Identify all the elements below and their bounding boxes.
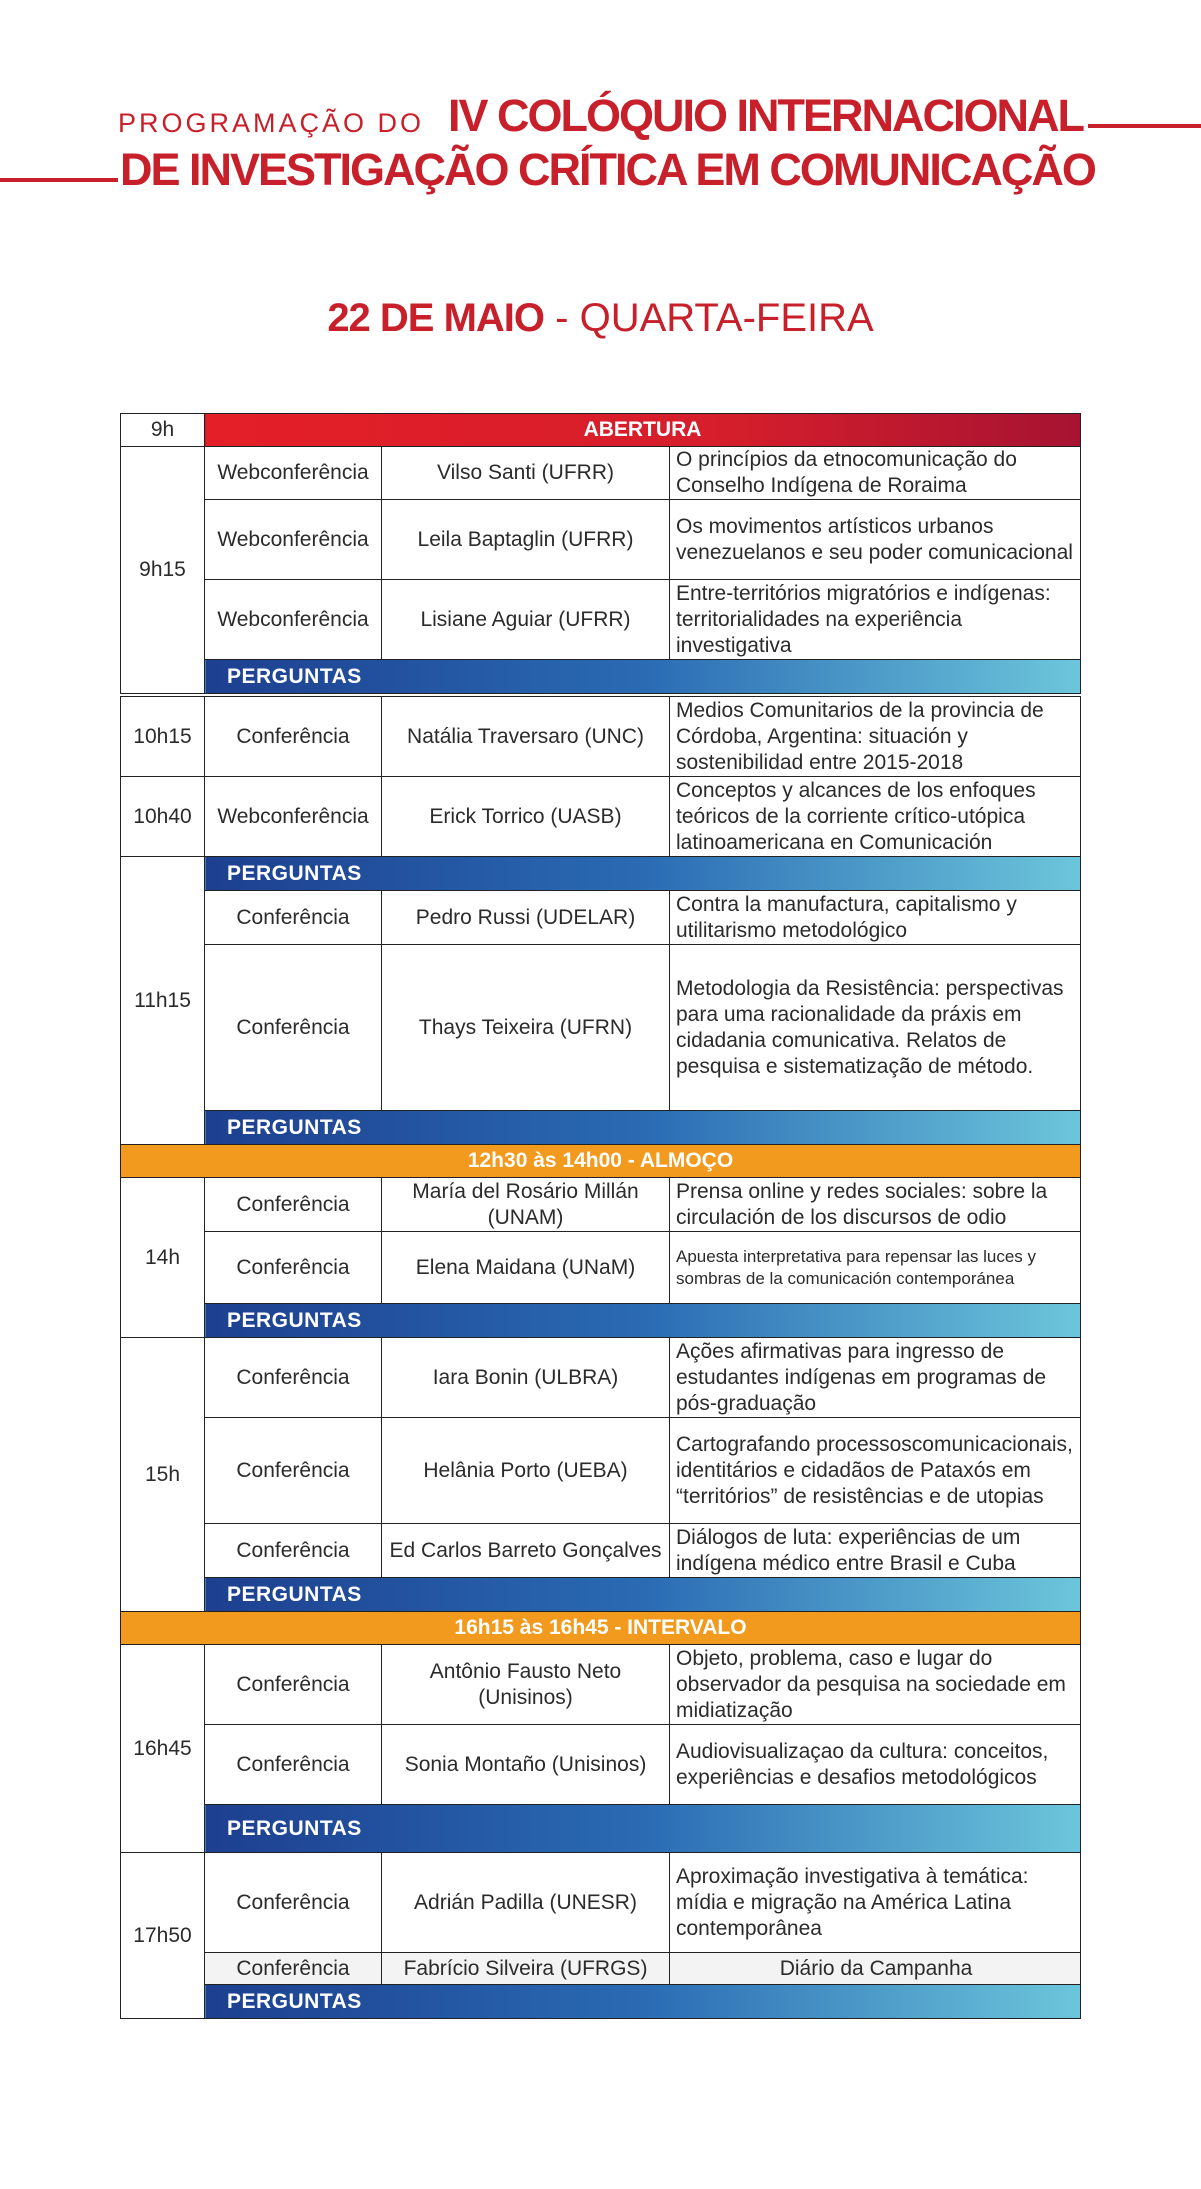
talk-title: Conceptos y alcances de los enfoques teóricos de la corriente crítico-utópica latinoamericana en Comunicación — [670, 777, 1081, 857]
talk-title: Entre-territórios migratórios e indígenas: territorialidades na experiência investigativa — [670, 580, 1081, 660]
talk-title: Medios Comunitarios de la provincia de Córdoba, Argentina: situación y sostenibilidad entre 2015-2018 — [670, 697, 1081, 777]
session-row — [121, 1178, 1081, 1232]
session-type: Conferência — [205, 1953, 382, 1985]
talk-title: Objeto, problema, caso e lugar do observador da pesquisa na sociedade em midiatização — [670, 1645, 1081, 1725]
session-row — [121, 447, 1081, 500]
speaker: Iara Bonin (ULBRA) — [382, 1338, 670, 1418]
talk-title: Metodologia da Resistência: perspectivas para uma racionalidade da práxis em cidadania comunicativa. Relatos de pesquisa e sistematização de método. — [670, 945, 1081, 1111]
session-type: Conferência — [205, 945, 382, 1111]
session-row — [121, 1232, 1081, 1304]
session-row — [121, 697, 1081, 777]
speaker: Adrián Padilla (UNESR) — [382, 1853, 670, 1953]
questions-label: PERGUNTAS — [227, 861, 362, 885]
questions-label: PERGUNTAS — [227, 1816, 362, 1840]
lunch-band — [121, 1145, 1081, 1178]
questions-label: PERGUNTAS — [227, 1582, 362, 1606]
header-rule-right — [1088, 124, 1201, 128]
session-type: Webconferência — [205, 447, 382, 500]
session-type: Conferência — [205, 1178, 382, 1232]
session-type: Webconferência — [205, 580, 382, 660]
program-label: PROGRAMAÇÃO DO — [118, 108, 425, 138]
speaker: Leila Baptaglin (UFRR) — [382, 500, 670, 580]
session-type: Conferência — [205, 1418, 382, 1524]
opening-band — [205, 414, 1081, 447]
time-cell: 14h — [121, 1178, 205, 1338]
questions-band — [205, 660, 1081, 694]
session-row — [121, 1418, 1081, 1524]
schedule-table — [120, 413, 1081, 2019]
talk-title: Ações afirmativas para ingresso de estudantes indígenas em programas de pós-graduação — [670, 1338, 1081, 1418]
session-row — [121, 1853, 1081, 1953]
session-type: Conferência — [205, 1725, 382, 1805]
time-cell: 10h40 — [121, 777, 205, 857]
questions-row — [121, 1985, 1081, 2019]
speaker: Lisiane Aguiar (UFRR) — [382, 580, 670, 660]
speaker: Natália Traversaro (UNC) — [382, 697, 670, 777]
session-type: Conferência — [205, 1524, 382, 1578]
date-weekday: - QUARTA-FEIRA — [544, 296, 874, 340]
session-row — [121, 1725, 1081, 1805]
event-title-line1: IV COLÓQUIO INTERNACIONAL — [448, 90, 1083, 141]
time-cell: 11h15 — [121, 857, 205, 1145]
talk-title: Apuesta interpretativa para repensar las luces y sombras de la comunicación contemporánea — [670, 1232, 1081, 1304]
session-row — [121, 777, 1081, 857]
questions-label: PERGUNTAS — [227, 664, 362, 688]
speaker: Elena Maidana (UNaM) — [382, 1232, 670, 1304]
questions-label: PERGUNTAS — [227, 1115, 362, 1139]
speaker: Pedro Russi (UDELAR) — [382, 891, 670, 945]
session-row — [121, 891, 1081, 945]
time-cell: 17h50 — [121, 1853, 205, 2019]
lunch-row — [121, 1145, 1081, 1178]
date-day: 22 DE MAIO — [327, 296, 545, 340]
interval-band — [121, 1612, 1081, 1645]
questions-row — [121, 1111, 1081, 1145]
interval-label: 16h15 às 16h45 - INTERVALO — [454, 1616, 747, 1639]
speaker: Sonia Montaño (Unisinos) — [382, 1725, 670, 1805]
session-type: Conferência — [205, 1232, 382, 1304]
speaker: Vilso Santi (UFRR) — [382, 447, 670, 500]
session-type: Conferência — [205, 891, 382, 945]
talk-title: Aproximação investigativa à temática: mídia e migração na América Latina contemporânea — [670, 1853, 1081, 1953]
session-row — [121, 1645, 1081, 1725]
questions-band — [205, 1805, 1081, 1853]
header-rule-left — [0, 178, 118, 182]
time-cell: 9h — [121, 414, 205, 447]
speaker: Helânia Porto (UEBA) — [382, 1418, 670, 1524]
session-type: Conferência — [205, 1853, 382, 1953]
speaker: Erick Torrico (UASB) — [382, 777, 670, 857]
session-row — [121, 500, 1081, 580]
session-row — [121, 1524, 1081, 1578]
talk-title: O princípios da etnocomunicação do Conselho Indígena de Roraima — [670, 447, 1081, 500]
session-row — [121, 945, 1081, 1111]
questions-band — [205, 857, 1081, 891]
speaker: Thays Teixeira (UFRN) — [382, 945, 670, 1111]
session-type: Webconferência — [205, 777, 382, 857]
speaker: Ed Carlos Barreto Gonçalves — [382, 1524, 670, 1578]
questions-label: PERGUNTAS — [227, 1989, 362, 2013]
opening-row — [121, 414, 1081, 447]
event-title-line2: DE INVESTIGAÇÃO CRÍTICA EM COMUNICAÇÃO — [120, 144, 1095, 195]
talk-title: Prensa online y redes sociales: sobre la circulación de los discursos de odio — [670, 1178, 1081, 1232]
schedule-date — [0, 296, 1201, 341]
questions-row — [121, 1578, 1081, 1612]
questions-band — [205, 1985, 1081, 2019]
time-cell: 15h — [121, 1338, 205, 1612]
session-type: Webconferência — [205, 500, 382, 580]
talk-title: Diário da Campanha — [670, 1953, 1081, 1985]
talk-title: Diálogos de luta: experiências de um indígena médico entre Brasil e Cuba — [670, 1524, 1081, 1578]
lunch-label: 12h30 às 14h00 - ALMOÇO — [467, 1149, 734, 1172]
session-type: Conferência — [205, 1645, 382, 1725]
session-type: Conferência — [205, 1338, 382, 1418]
interval-row — [121, 1612, 1081, 1645]
session-type: Conferência — [205, 697, 382, 777]
talk-title: Cartografando processoscomunicacionais, identitários e cidadãos de Pataxós em “territórios” de resistências e de utopias — [670, 1418, 1081, 1524]
talk-title: Audiovisualizaçao da cultura: conceitos, experiências e desafios metodológicos — [670, 1725, 1081, 1805]
time-cell: 10h15 — [121, 697, 205, 777]
talk-title: Os movimentos artísticos urbanos venezuelanos e seu poder comunicacional — [670, 500, 1081, 580]
session-row — [121, 1953, 1081, 1985]
questions-label: PERGUNTAS — [227, 1308, 362, 1332]
speaker: María del Rosário Millán (UNAM) — [382, 1178, 670, 1232]
time-cell: 16h45 — [121, 1645, 205, 1853]
session-row — [121, 1338, 1081, 1418]
session-row — [121, 580, 1081, 660]
questions-band — [205, 1304, 1081, 1338]
time-cell: 9h15 — [121, 447, 205, 694]
talk-title: Contra la manufactura, capitalismo y utilitarismo metodológico — [670, 891, 1081, 945]
page-header — [0, 0, 1201, 200]
speaker: Antônio Fausto Neto (Unisinos) — [382, 1645, 670, 1725]
questions-band — [205, 1111, 1081, 1145]
questions-band — [205, 1578, 1081, 1612]
questions-row — [121, 1304, 1081, 1338]
speaker: Fabrício Silveira (UFRGS) — [382, 1953, 670, 1985]
opening-label: ABERTURA — [583, 418, 702, 441]
questions-row — [121, 660, 1081, 694]
questions-row — [121, 1805, 1081, 1853]
questions-row — [121, 857, 1081, 891]
